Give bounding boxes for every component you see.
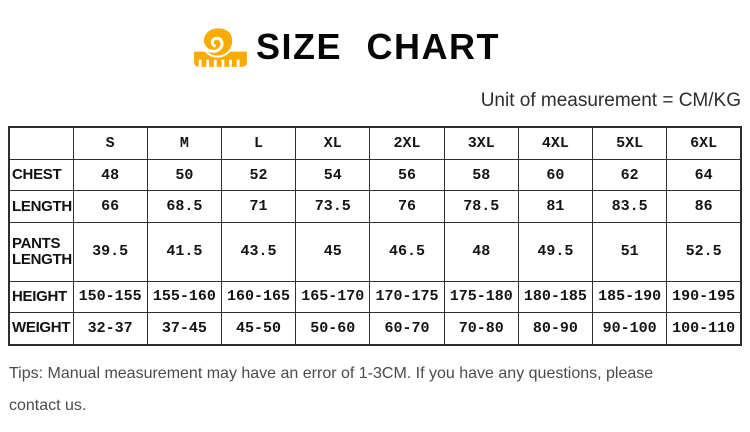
row-label: CHEST <box>9 159 73 191</box>
table-row <box>9 281 741 313</box>
size-cell: 71 <box>221 191 295 223</box>
size-column-header: XL <box>296 127 370 159</box>
size-cell: 100-110 <box>667 313 741 345</box>
size-column-header: 5XL <box>593 127 667 159</box>
size-cell: 41.5 <box>147 223 221 281</box>
size-cell: 78.5 <box>444 191 518 223</box>
size-cell: 160-165 <box>221 281 295 313</box>
size-cell: 64 <box>667 159 741 191</box>
table-row <box>9 191 741 223</box>
size-cell: 43.5 <box>221 223 295 281</box>
size-cell: 155-160 <box>147 281 221 313</box>
corner-cell <box>9 127 73 159</box>
size-column-header: S <box>73 127 147 159</box>
row-label: HEIGHT <box>9 281 73 313</box>
size-cell: 70-80 <box>444 313 518 345</box>
size-cell: 68.5 <box>147 191 221 223</box>
size-cell: 56 <box>370 159 444 191</box>
size-chart-table <box>8 126 742 346</box>
size-cell: 175-180 <box>444 281 518 313</box>
size-column-header: M <box>147 127 221 159</box>
size-cell: 90-100 <box>593 313 667 345</box>
size-cell: 66 <box>73 191 147 223</box>
size-cell: 150-155 <box>73 281 147 313</box>
size-cell: 46.5 <box>370 223 444 281</box>
size-cell: 180-185 <box>518 281 592 313</box>
size-cell: 39.5 <box>73 223 147 281</box>
size-cell: 45-50 <box>221 313 295 345</box>
size-column-header: 2XL <box>370 127 444 159</box>
size-cell: 50-60 <box>296 313 370 345</box>
tips-line-1: Tips: Manual measurement may have an error of 1-3CM. If you have any questions, please <box>9 365 654 382</box>
tips-text <box>9 363 749 427</box>
size-cell: 48 <box>73 159 147 191</box>
size-cell: 83.5 <box>593 191 667 223</box>
size-cell: 81 <box>518 191 592 223</box>
size-cell: 185-190 <box>593 281 667 313</box>
size-cell: 48 <box>444 223 518 281</box>
size-cell: 32-37 <box>73 313 147 345</box>
size-cell: 54 <box>296 159 370 191</box>
size-cell: 60 <box>518 159 592 191</box>
tape-measure-icon <box>190 24 252 70</box>
size-cell: 45 <box>296 223 370 281</box>
unit-note: Unit of measurement = CM/KG <box>480 90 741 111</box>
size-cell: 52.5 <box>667 223 741 281</box>
size-cell: 190-195 <box>667 281 741 313</box>
size-column-header: 6XL <box>667 127 741 159</box>
size-column-header: 4XL <box>518 127 592 159</box>
table-row <box>9 223 741 281</box>
size-cell: 58 <box>444 159 518 191</box>
size-cell: 37-45 <box>147 313 221 345</box>
tips-line-2: contact us. <box>9 397 87 414</box>
header <box>0 24 720 70</box>
page-title: SIZE CHART <box>256 26 500 67</box>
table-row <box>9 159 741 191</box>
row-label: LENGTH <box>9 191 73 223</box>
size-cell: 76 <box>370 191 444 223</box>
row-label: PANTS LENGTH <box>9 223 73 281</box>
size-cell: 73.5 <box>296 191 370 223</box>
size-cell: 51 <box>593 223 667 281</box>
table-row <box>9 313 741 345</box>
size-cell: 62 <box>593 159 667 191</box>
size-cell: 86 <box>667 191 741 223</box>
size-cell: 170-175 <box>370 281 444 313</box>
size-cell: 165-170 <box>296 281 370 313</box>
size-cell: 80-90 <box>518 313 592 345</box>
size-column-header: 3XL <box>444 127 518 159</box>
size-cell: 49.5 <box>518 223 592 281</box>
size-cell: 50 <box>147 159 221 191</box>
table-header-row <box>9 127 741 159</box>
size-column-header: L <box>221 127 295 159</box>
size-cell: 60-70 <box>370 313 444 345</box>
row-label: WEIGHT <box>9 313 73 345</box>
size-cell: 52 <box>221 159 295 191</box>
